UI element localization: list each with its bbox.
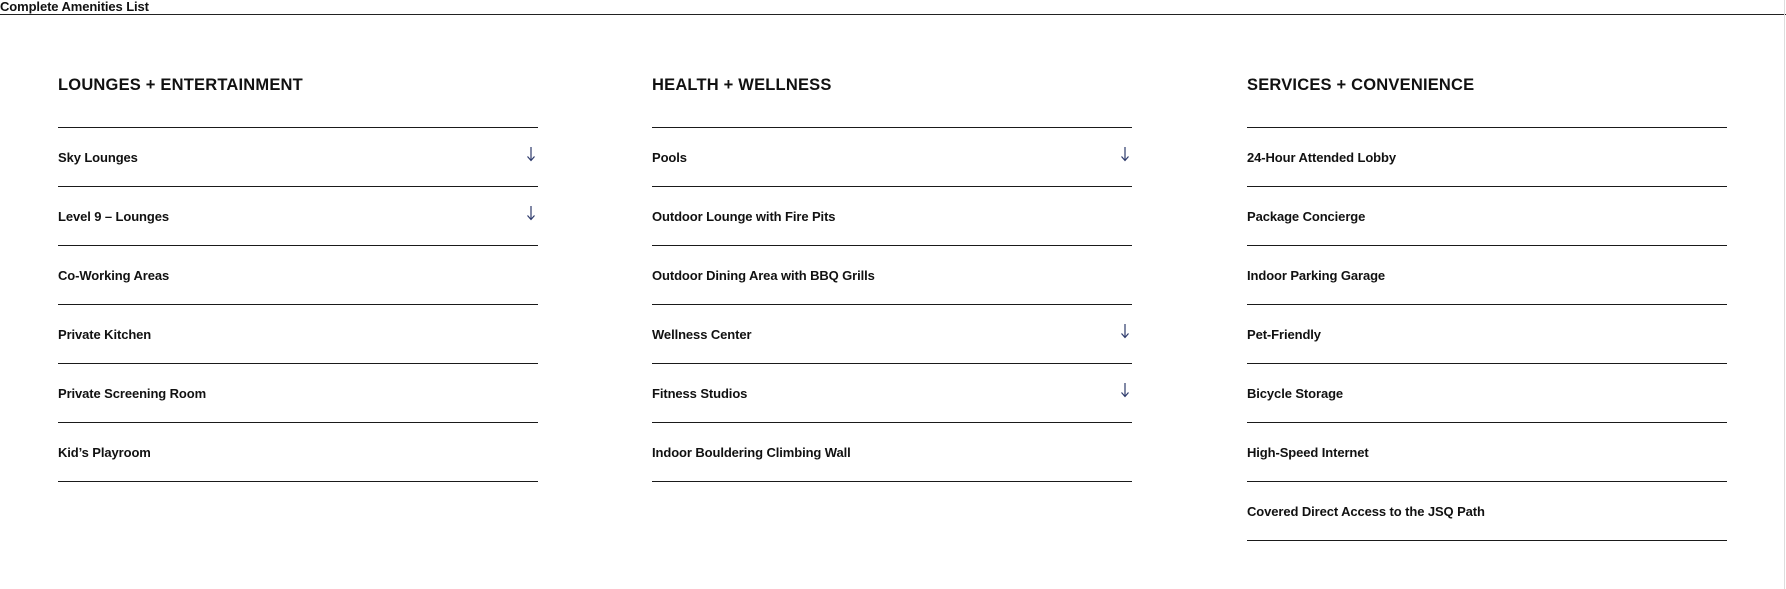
amenity-label: Private Kitchen — [58, 326, 152, 342]
column-heading: LOUNGES + ENTERTAINMENT — [58, 74, 538, 128]
amenity-label: Level 9 – Lounges — [58, 208, 170, 224]
column-services-convenience — [1247, 74, 1727, 541]
amenity-item[interactable] — [652, 128, 1132, 187]
amenity-label: High-Speed Internet — [1247, 444, 1369, 460]
amenity-item — [652, 187, 1132, 246]
amenity-label: Pools — [652, 149, 687, 165]
arrow-down-icon[interactable] — [524, 144, 538, 164]
column-heading: SERVICES + CONVENIENCE — [1247, 74, 1727, 128]
amenity-item[interactable] — [652, 364, 1132, 423]
amenity-label: Pet-Friendly — [1247, 326, 1321, 342]
column-heading: HEALTH + WELLNESS — [652, 74, 1132, 128]
amenity-label: Co-Working Areas — [58, 267, 170, 283]
amenity-label: Package Concierge — [1247, 208, 1366, 224]
amenity-item — [58, 423, 538, 482]
amenity-label: Outdoor Lounge with Fire Pits — [652, 208, 836, 224]
amenity-item — [1247, 187, 1727, 246]
amenity-label: Outdoor Dining Area with BBQ Grills — [652, 267, 875, 283]
amenity-item — [652, 423, 1132, 482]
arrow-down-icon[interactable] — [1118, 380, 1132, 400]
amenity-item — [58, 305, 538, 364]
amenity-item — [1247, 482, 1727, 541]
amenity-item — [1247, 423, 1727, 482]
amenity-item — [1247, 128, 1727, 187]
amenity-label: Indoor Bouldering Climbing Wall — [652, 444, 851, 460]
amenity-item — [58, 246, 538, 305]
amenity-item — [1247, 246, 1727, 305]
column-lounges-entertainment — [58, 74, 538, 482]
amenity-list — [652, 128, 1132, 482]
page-title: Complete Amenities List — [0, 0, 149, 14]
amenity-list — [1247, 128, 1727, 541]
arrow-down-icon[interactable] — [524, 203, 538, 223]
amenity-label: Wellness Center — [652, 326, 752, 342]
amenity-label: Private Screening Room — [58, 385, 207, 401]
amenity-item[interactable] — [652, 305, 1132, 364]
arrow-down-icon[interactable] — [1118, 144, 1132, 164]
amenity-item — [58, 364, 538, 423]
amenity-item[interactable] — [58, 187, 538, 246]
arrow-down-icon[interactable] — [1118, 321, 1132, 341]
amenity-label: Indoor Parking Garage — [1247, 267, 1386, 283]
amenity-label: Sky Lounges — [58, 149, 138, 165]
amenity-label: 24-Hour Attended Lobby — [1247, 149, 1396, 165]
scrollbar-edge — [1784, 0, 1785, 589]
amenity-label: Bicycle Storage — [1247, 385, 1344, 401]
amenity-item — [1247, 305, 1727, 364]
amenity-list — [58, 128, 538, 482]
amenity-label: Fitness Studios — [652, 385, 748, 401]
amenity-label: Covered Direct Access to the JSQ Path — [1247, 503, 1485, 519]
amenity-item — [652, 246, 1132, 305]
amenity-item[interactable] — [58, 128, 538, 187]
column-health-wellness — [652, 74, 1132, 482]
amenity-item — [1247, 364, 1727, 423]
header-bar — [0, 0, 1786, 15]
amenity-label: Kid’s Playroom — [58, 444, 151, 460]
